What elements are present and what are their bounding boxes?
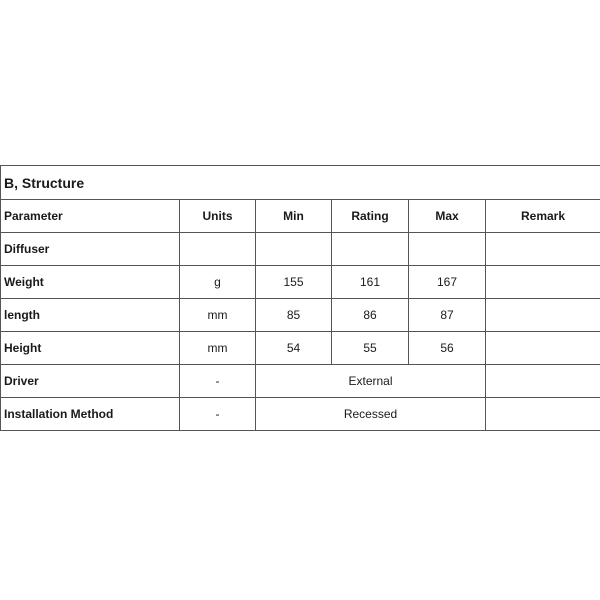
header-remark: Remark	[486, 200, 600, 233]
row-max	[409, 233, 486, 266]
table-row	[1, 233, 600, 266]
table-row	[1, 365, 600, 398]
row-max: 87	[409, 299, 486, 332]
table-header-row	[1, 200, 600, 233]
row-units: mm	[180, 299, 256, 332]
table-title-row	[1, 166, 600, 200]
row-merged-value: Recessed	[256, 398, 486, 431]
row-max: 56	[409, 332, 486, 365]
row-min	[256, 233, 332, 266]
row-min: 155	[256, 266, 332, 299]
table-row	[1, 299, 600, 332]
row-parameter: Driver	[1, 365, 180, 398]
header-units: Units	[180, 200, 256, 233]
row-max: 167	[409, 266, 486, 299]
row-units: -	[180, 365, 256, 398]
row-units: mm	[180, 332, 256, 365]
row-merged-value: External	[256, 365, 486, 398]
row-rating: 55	[332, 332, 409, 365]
row-units	[180, 233, 256, 266]
row-parameter: length	[1, 299, 180, 332]
table-row	[1, 266, 600, 299]
row-units: -	[180, 398, 256, 431]
row-rating	[332, 233, 409, 266]
row-remark	[486, 266, 600, 299]
row-min: 85	[256, 299, 332, 332]
row-rating: 86	[332, 299, 409, 332]
row-parameter: Weight	[1, 266, 180, 299]
row-remark	[486, 233, 600, 266]
row-parameter: Diffuser	[1, 233, 180, 266]
structure-spec-table	[0, 165, 600, 431]
row-parameter: Height	[1, 332, 180, 365]
row-remark	[486, 365, 600, 398]
row-parameter: Installation Method	[1, 398, 180, 431]
header-rating: Rating	[332, 200, 409, 233]
header-min: Min	[256, 200, 332, 233]
row-min: 54	[256, 332, 332, 365]
header-parameter: Parameter	[1, 200, 180, 233]
row-remark	[486, 398, 600, 431]
section-title: B, Structure	[1, 166, 600, 200]
header-max: Max	[409, 200, 486, 233]
row-rating: 161	[332, 266, 409, 299]
row-remark	[486, 299, 600, 332]
table-row	[1, 332, 600, 365]
table-row	[1, 398, 600, 431]
row-remark	[486, 332, 600, 365]
row-units: g	[180, 266, 256, 299]
